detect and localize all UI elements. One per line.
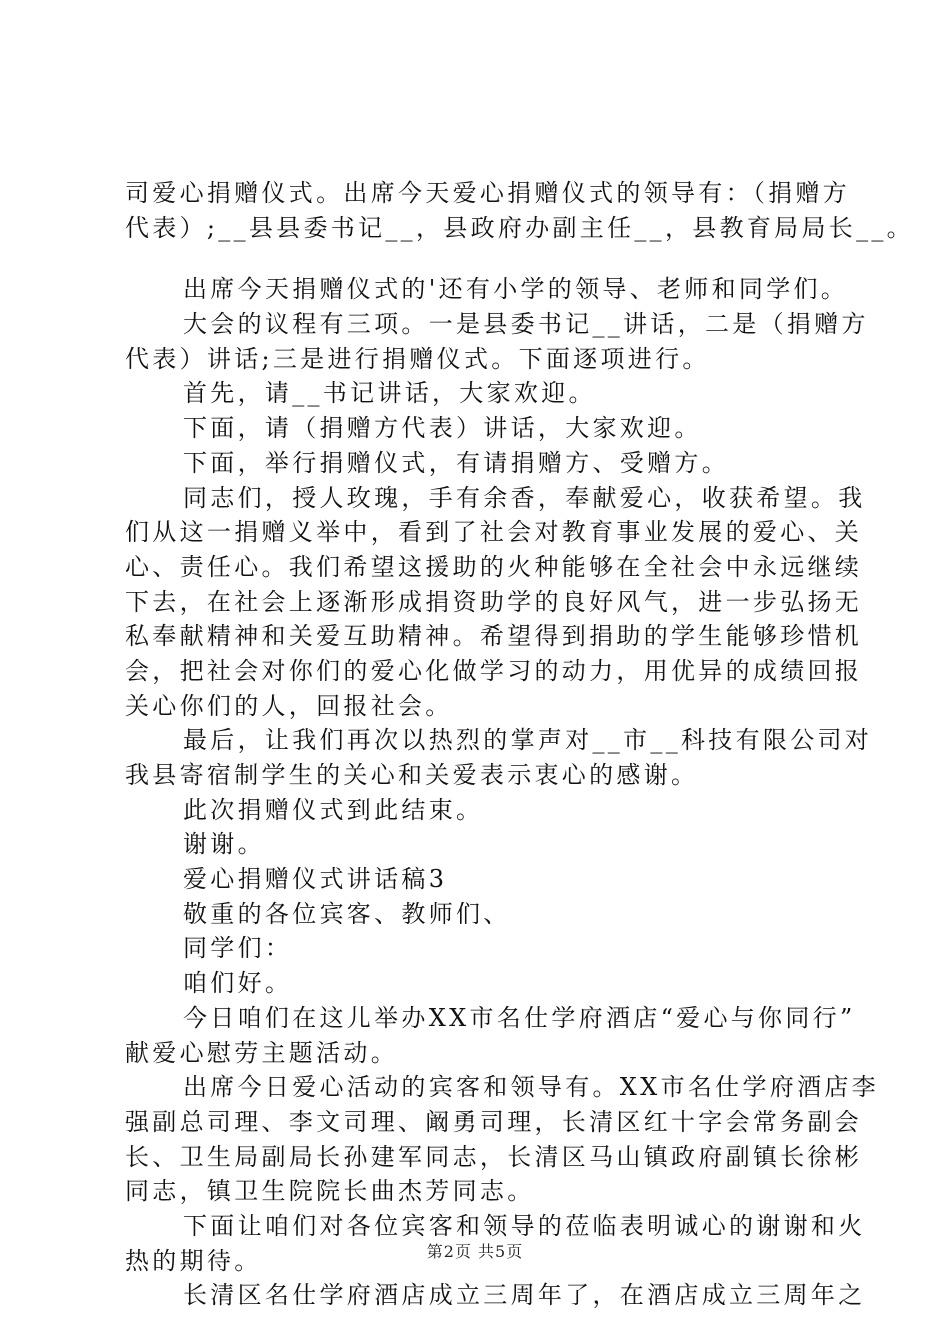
text-line: 会，把社会对你们的爱心化做学习的动力，用优异的成绩回报	[125, 656, 863, 685]
text-line: 最后，让我们再次以热烈的掌声对__市__科技有限公司对	[183, 726, 873, 755]
text-line: 关心你们的人，回报社会。	[125, 691, 453, 720]
text-line: 今日咱们在这儿举办XX市名仕学府酒店“爱心与你同行”	[183, 1003, 856, 1032]
document-body	[125, 176, 914, 1313]
text-line: 私奉献精神和关爱互助精神。希望得到捐助的学生能够珍惜机	[125, 622, 863, 651]
text-line: 下面，请（捐赠方代表）讲话，大家欢迎。	[183, 414, 702, 443]
text-line: 我县寄宿制学生的关心和关爱表示衷心的感谢。	[125, 761, 699, 789]
text-line: 长清区名仕学府酒店成立三周年了，在酒店成立三周年之	[183, 1281, 866, 1310]
text-line: 出席今日爱心活动的宾客和领导有。XX市名仕学府酒店李	[183, 1073, 879, 1102]
text-line: 代表）讲话;三是进行捐赠仪式。下面逐项进行。	[125, 344, 710, 373]
text-line: 大会的议程有三项。一是县委书记__讲话，二是（捐赠方	[183, 310, 869, 339]
text-line: 代表）;__县县委书记__，县政府办副主任__，县教育局局长__。	[125, 213, 914, 242]
page-number-footer: 第2页 共5页	[426, 1242, 524, 1261]
text-line: 心、责任心。我们希望这援助的火种能够在全社会中永远继续	[125, 552, 863, 581]
text-line: 下面，举行捐赠仪式，有请捐赠方、受赠方。	[183, 448, 729, 477]
section-heading: 爱心捐赠仪式讲话稿3	[183, 865, 448, 894]
text-line: 热的期待。	[125, 1246, 262, 1275]
text-line: 们从这一捐赠义举中，看到了社会对教育事业发展的爱心、关	[125, 518, 863, 547]
text-line: 同学们：	[183, 934, 293, 963]
text-line: 强副总司理、李文司理、阚勇司理，长清区红十字会常务副会	[125, 1107, 863, 1136]
text-line: 咱们好。	[183, 969, 293, 998]
text-line: 出席今天捐赠仪式的'还有小学的领导、老师和同学们。	[183, 275, 849, 304]
text-line: 献爱心慰劳主题活动。	[125, 1038, 398, 1067]
text-line: 同志们，授人玫瑰，手有余香，奉献爱心，收获希望。我	[183, 483, 866, 512]
text-line: 司爱心捐赠仪式。出席今天爱心捐赠仪式的领导有：（捐赠方	[125, 179, 851, 207]
text-line: 长、卫生局副局长孙建军同志，长清区马山镇政府副镇长徐彬	[125, 1142, 863, 1171]
text-line: 敬重的各位宾客、教师们、	[183, 899, 511, 928]
text-line: 下面让咱们对各位宾客和领导的莅临表明诚心的谢谢和火	[183, 1211, 866, 1240]
text-line: 下去，在社会上逐渐形成捐资助学的良好风气，进一步弘扬无	[125, 587, 863, 616]
text-line: 首先，请__书记讲话，大家欢迎。	[183, 379, 596, 408]
paragraph-gap	[125, 245, 835, 272]
text-line: 此次捐赠仪式到此结束。	[183, 795, 484, 824]
text-line: 同志，镇卫生院院长曲杰芳同志。	[125, 1177, 535, 1206]
text-line: 谢谢。	[183, 830, 265, 859]
